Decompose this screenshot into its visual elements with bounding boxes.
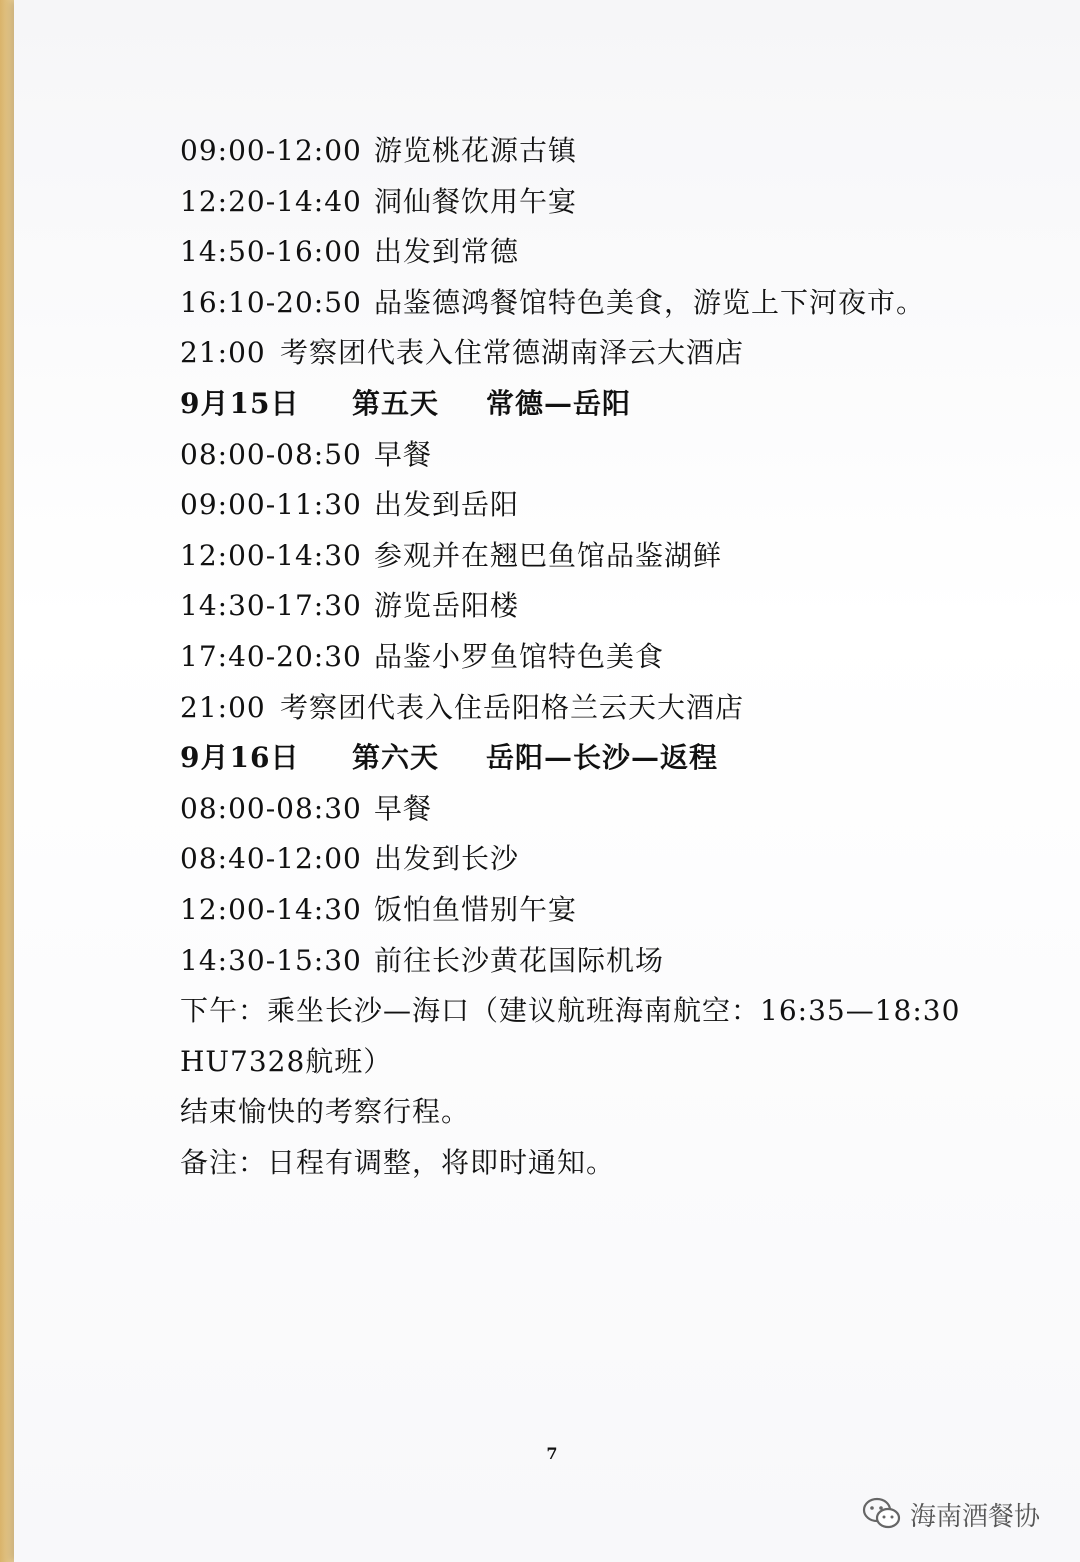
day-name: 第五天 (352, 386, 440, 420)
schedule-entry (180, 480, 1040, 531)
entry-activity: 前往长沙黄花国际机场 (374, 943, 665, 977)
text-line (180, 986, 1040, 1037)
line-text: HU7328航班） (180, 1044, 393, 1078)
document-page (14, 0, 1080, 1562)
schedule-entry (180, 126, 1040, 177)
schedule-entry (180, 683, 1040, 734)
entry-time: 09:00-12:00 (180, 134, 362, 167)
entry-activity: 考察团代表入住常德湖南泽云大酒店 (280, 336, 745, 370)
entry-activity: 出发到长沙 (374, 842, 520, 876)
entry-activity: 参观并在翘巴鱼馆品鉴湖鲜 (374, 538, 723, 572)
entry-time: 14:30-17:30 (180, 589, 362, 623)
schedule-entry (180, 834, 1040, 885)
entry-time: 08:00-08:30 (180, 791, 362, 825)
watermark (862, 1494, 1040, 1534)
day-date: 9月15日 (180, 386, 300, 420)
entry-time: 08:40-12:00 (180, 842, 362, 876)
schedule-entry (180, 632, 1040, 683)
entry-activity: 品鉴小罗鱼馆特色美食 (374, 639, 665, 673)
text-line (180, 1138, 1040, 1189)
entry-time: 21:00 (180, 690, 266, 724)
entry-activity: 考察团代表入住岳阳格兰云天大酒店 (280, 690, 745, 724)
wechat-icon (862, 1496, 902, 1532)
schedule-entry (180, 430, 1040, 481)
text-line (180, 1087, 1040, 1138)
line-text: 备注：日程有调整，将即时通知。 (180, 1145, 616, 1179)
schedule-entry (180, 531, 1040, 582)
entry-activity: 早餐 (374, 791, 433, 825)
line-text: 结束愉快的考察行程。 (180, 1095, 471, 1129)
schedule-entry (180, 278, 1040, 329)
day-route: 常德—岳阳 (486, 386, 632, 420)
day-heading (180, 733, 1040, 784)
entry-time: 12:00-14:30 (180, 538, 362, 572)
watermark-text: 海南酒餐协 (910, 1501, 1041, 1532)
entry-activity: 游览桃花源古镇 (374, 134, 578, 167)
day-heading (180, 379, 1040, 430)
line-text: 下午：乘坐长沙—海口（建议航班海南航空：16:35—18:30 (180, 994, 961, 1028)
entry-activity: 洞仙餐饮用午宴 (374, 184, 578, 218)
entry-time: 16:10-20:50 (180, 285, 362, 319)
text-line (180, 1037, 1040, 1088)
page-number: 7 (546, 1444, 558, 1463)
day-name: 第六天 (352, 741, 440, 775)
schedule-entry (180, 784, 1040, 835)
schedule-list (180, 126, 1040, 1188)
entry-time: 17:40-20:30 (180, 639, 362, 673)
entry-time: 14:50-16:00 (180, 235, 362, 269)
schedule-entry (180, 227, 1040, 278)
schedule-entry (180, 885, 1040, 936)
entry-time: 21:00 (180, 336, 266, 370)
entry-time: 08:00-08:50 (180, 437, 362, 471)
day-date: 9月16日 (180, 741, 300, 775)
schedule-entry (180, 328, 1040, 379)
entry-time: 12:20-14:40 (180, 184, 362, 218)
entry-time: 12:00-14:30 (180, 892, 362, 926)
entry-time: 09:00-11:30 (180, 488, 362, 522)
entry-activity: 出发到常德 (374, 235, 520, 269)
entry-activity: 出发到岳阳 (374, 488, 520, 522)
schedule-entry (180, 581, 1040, 632)
entry-activity: 饭怕鱼惜别午宴 (374, 892, 578, 926)
entry-time: 14:30-15:30 (180, 943, 362, 977)
day-route: 岳阳—长沙—返程 (486, 741, 719, 775)
schedule-entry (180, 177, 1040, 228)
entry-activity: 游览岳阳楼 (374, 589, 520, 623)
schedule-entry (180, 936, 1040, 987)
entry-activity: 品鉴德鸿餐馆特色美食，游览上下河夜市。 (374, 285, 926, 319)
entry-activity: 早餐 (374, 437, 433, 471)
